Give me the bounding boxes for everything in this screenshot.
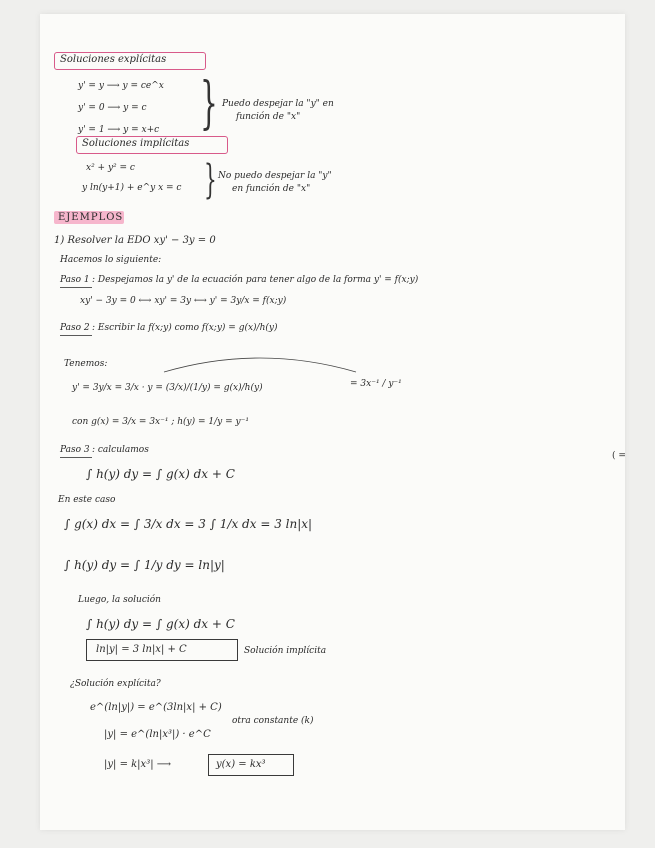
implicit-solution: ln|y| = 3 ln|x| + C (96, 644, 187, 655)
explicit-brace: } (200, 71, 218, 136)
explicit-title: Soluciones explícitas (60, 54, 167, 65)
tenemos-arc (160, 350, 360, 376)
paso3-label: Paso 3 (60, 445, 90, 455)
en-este-caso: En este caso (58, 495, 116, 505)
explicit-solution: y(x) = kx³ (216, 759, 266, 770)
paso2-text: : Escribir la f(x;y) como f(x;y) = g(x)/h(y) (92, 323, 278, 333)
ex1-title: 1) Resolver la EDO xy' − 3y = 0 (54, 235, 216, 246)
implicit-row-2: y ln(y+1) + e^y x = c (82, 183, 182, 193)
luego-label: Luego, la solución (78, 595, 161, 605)
paso2-label: Paso 2 (60, 323, 90, 333)
notebook-page (40, 14, 625, 830)
paso1-text: : Despejamos la y' de la ecuación para tener algo de la forma y' = f(x;y) (92, 275, 419, 285)
implicit-note-1: No puedo despejar la "y" (218, 171, 332, 181)
paso3-text: : calculamos (92, 445, 149, 455)
paso2-underline (60, 335, 92, 336)
ex1-intro: Hacemos lo siguiente: (60, 255, 162, 265)
tenemos-label: Tenemos: (64, 359, 108, 369)
paso1-eq: xy' − 3y = 0 ⟷ xy' = 3y ⟷ y' = 3y/x = f(x;y) (80, 296, 287, 306)
explicit-row-3: y' = 1 ⟶ y = x+c (78, 125, 160, 135)
explicit-note-2: función de "x" (236, 112, 301, 122)
implicit-solution-label: Solución implícita (244, 646, 327, 656)
int-h: ∫ h(y) dy = ∫ 1/y dy = ln|y| (64, 558, 225, 572)
luego-eq: ∫ h(y) dy = ∫ g(x) dx + C (86, 617, 235, 631)
implicit-title: Soluciones implícitas (82, 138, 190, 149)
paso1-underline (60, 287, 92, 288)
margin-mark: ( = (612, 451, 626, 461)
int-g: ∫ g(x) dx = ∫ 3/x dx = 3 ∫ 1/x dx = 3 ln|x| (64, 517, 313, 531)
paso1-label: Paso 1 (60, 275, 90, 285)
explicit-question: ¿Solución explícita? (70, 679, 161, 689)
exp-line-3: |y| = k|x³| ⟶ (104, 759, 172, 770)
examples-title: EJEMPLOS (58, 212, 124, 223)
implicit-note-2: en función de "x" (232, 184, 311, 194)
exp-line-1: e^(ln|y|) = e^(3ln|x| + C) (90, 702, 222, 713)
explicit-row-1: y' = y ⟶ y = ce^x (78, 81, 164, 91)
con-eq: con g(x) = 3/x = 3x⁻¹ ; h(y) = 1/y = y⁻¹ (72, 417, 249, 427)
exp-line-2: |y| = e^(ln|x³|) · e^C (104, 729, 211, 740)
tenemos-eq: y' = 3y/x = 3/x · y = (3/x)/(1/y) = g(x)/h(y) (72, 383, 263, 393)
paso3-eq: ∫ h(y) dy = ∫ g(x) dx + C (86, 467, 235, 481)
paso3-underline (60, 457, 92, 458)
implicit-row-1: x² + y² = c (86, 163, 135, 173)
exp-note: otra constante (k) (232, 716, 314, 726)
tenemos-side: = 3x⁻¹ / y⁻¹ (350, 379, 402, 389)
implicit-brace: } (204, 157, 217, 203)
explicit-row-2: y' = 0 ⟶ y = c (78, 103, 147, 113)
explicit-note-1: Puedo despejar la "y" en (222, 99, 334, 109)
